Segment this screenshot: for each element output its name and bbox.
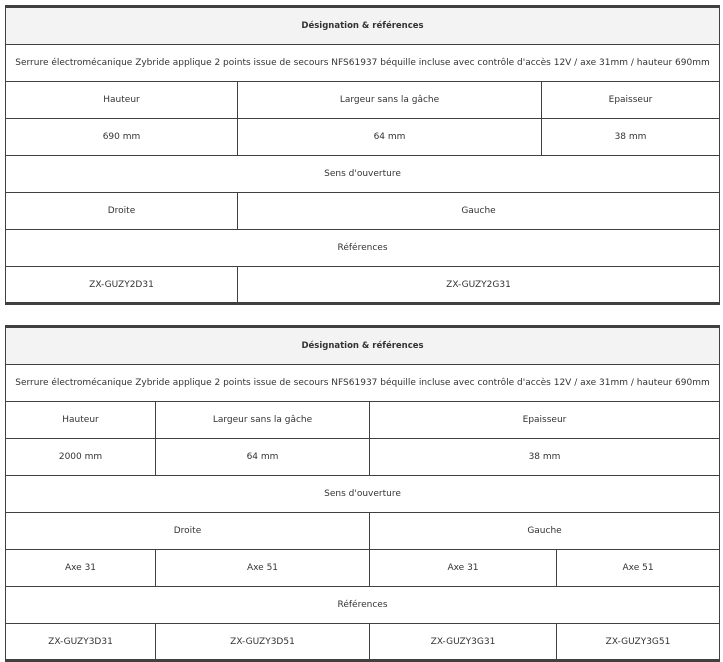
column-header-width: Largeur sans la gâche <box>156 402 370 439</box>
table-header: Désignation & références <box>6 327 720 365</box>
table-header: Désignation & références <box>6 7 720 45</box>
axis-option: Axe 31 <box>6 550 156 587</box>
height-value: 2000 mm <box>6 439 156 476</box>
column-header-height: Hauteur <box>6 82 238 119</box>
reference-code: ZX-GUZY3D51 <box>156 624 370 661</box>
product-table-1 <box>5 5 720 305</box>
reference-code: ZX-GUZY2D31 <box>6 267 238 304</box>
opening-right: Droite <box>6 513 370 550</box>
product-table-2 <box>5 325 720 662</box>
reference-code: ZX-GUZY3G31 <box>370 624 557 661</box>
axis-option: Axe 51 <box>557 550 720 587</box>
opening-direction-label: Sens d'ouverture <box>6 476 720 513</box>
column-header-width: Largeur sans la gâche <box>238 82 542 119</box>
thickness-value: 38 mm <box>542 119 720 156</box>
product-description: Serrure électromécanique Zybride applique 2 points issue de secours NFS61937 béquille incluse avec contrôle d'accès 12V / axe 31mm / hauteur 690mm <box>6 45 720 82</box>
reference-code: ZX-GUZY3D31 <box>6 624 156 661</box>
product-description: Serrure électromécanique Zybride applique 2 points issue de secours NFS61937 béquille incluse avec contrôle d'accès 12V / axe 31mm / hauteur 690mm <box>6 365 720 402</box>
column-header-thickness: Epaisseur <box>542 82 720 119</box>
opening-direction-label: Sens d'ouverture <box>6 156 720 193</box>
axis-option: Axe 31 <box>370 550 557 587</box>
height-value: 690 mm <box>6 119 238 156</box>
column-header-height: Hauteur <box>6 402 156 439</box>
width-value: 64 mm <box>238 119 542 156</box>
reference-code: ZX-GUZY2G31 <box>238 267 720 304</box>
width-value: 64 mm <box>156 439 370 476</box>
opening-left: Gauche <box>238 193 720 230</box>
axis-option: Axe 51 <box>156 550 370 587</box>
references-label: Références <box>6 587 720 624</box>
column-header-thickness: Epaisseur <box>370 402 720 439</box>
thickness-value: 38 mm <box>370 439 720 476</box>
references-label: Références <box>6 230 720 267</box>
opening-left: Gauche <box>370 513 720 550</box>
opening-right: Droite <box>6 193 238 230</box>
reference-code: ZX-GUZY3G51 <box>557 624 720 661</box>
